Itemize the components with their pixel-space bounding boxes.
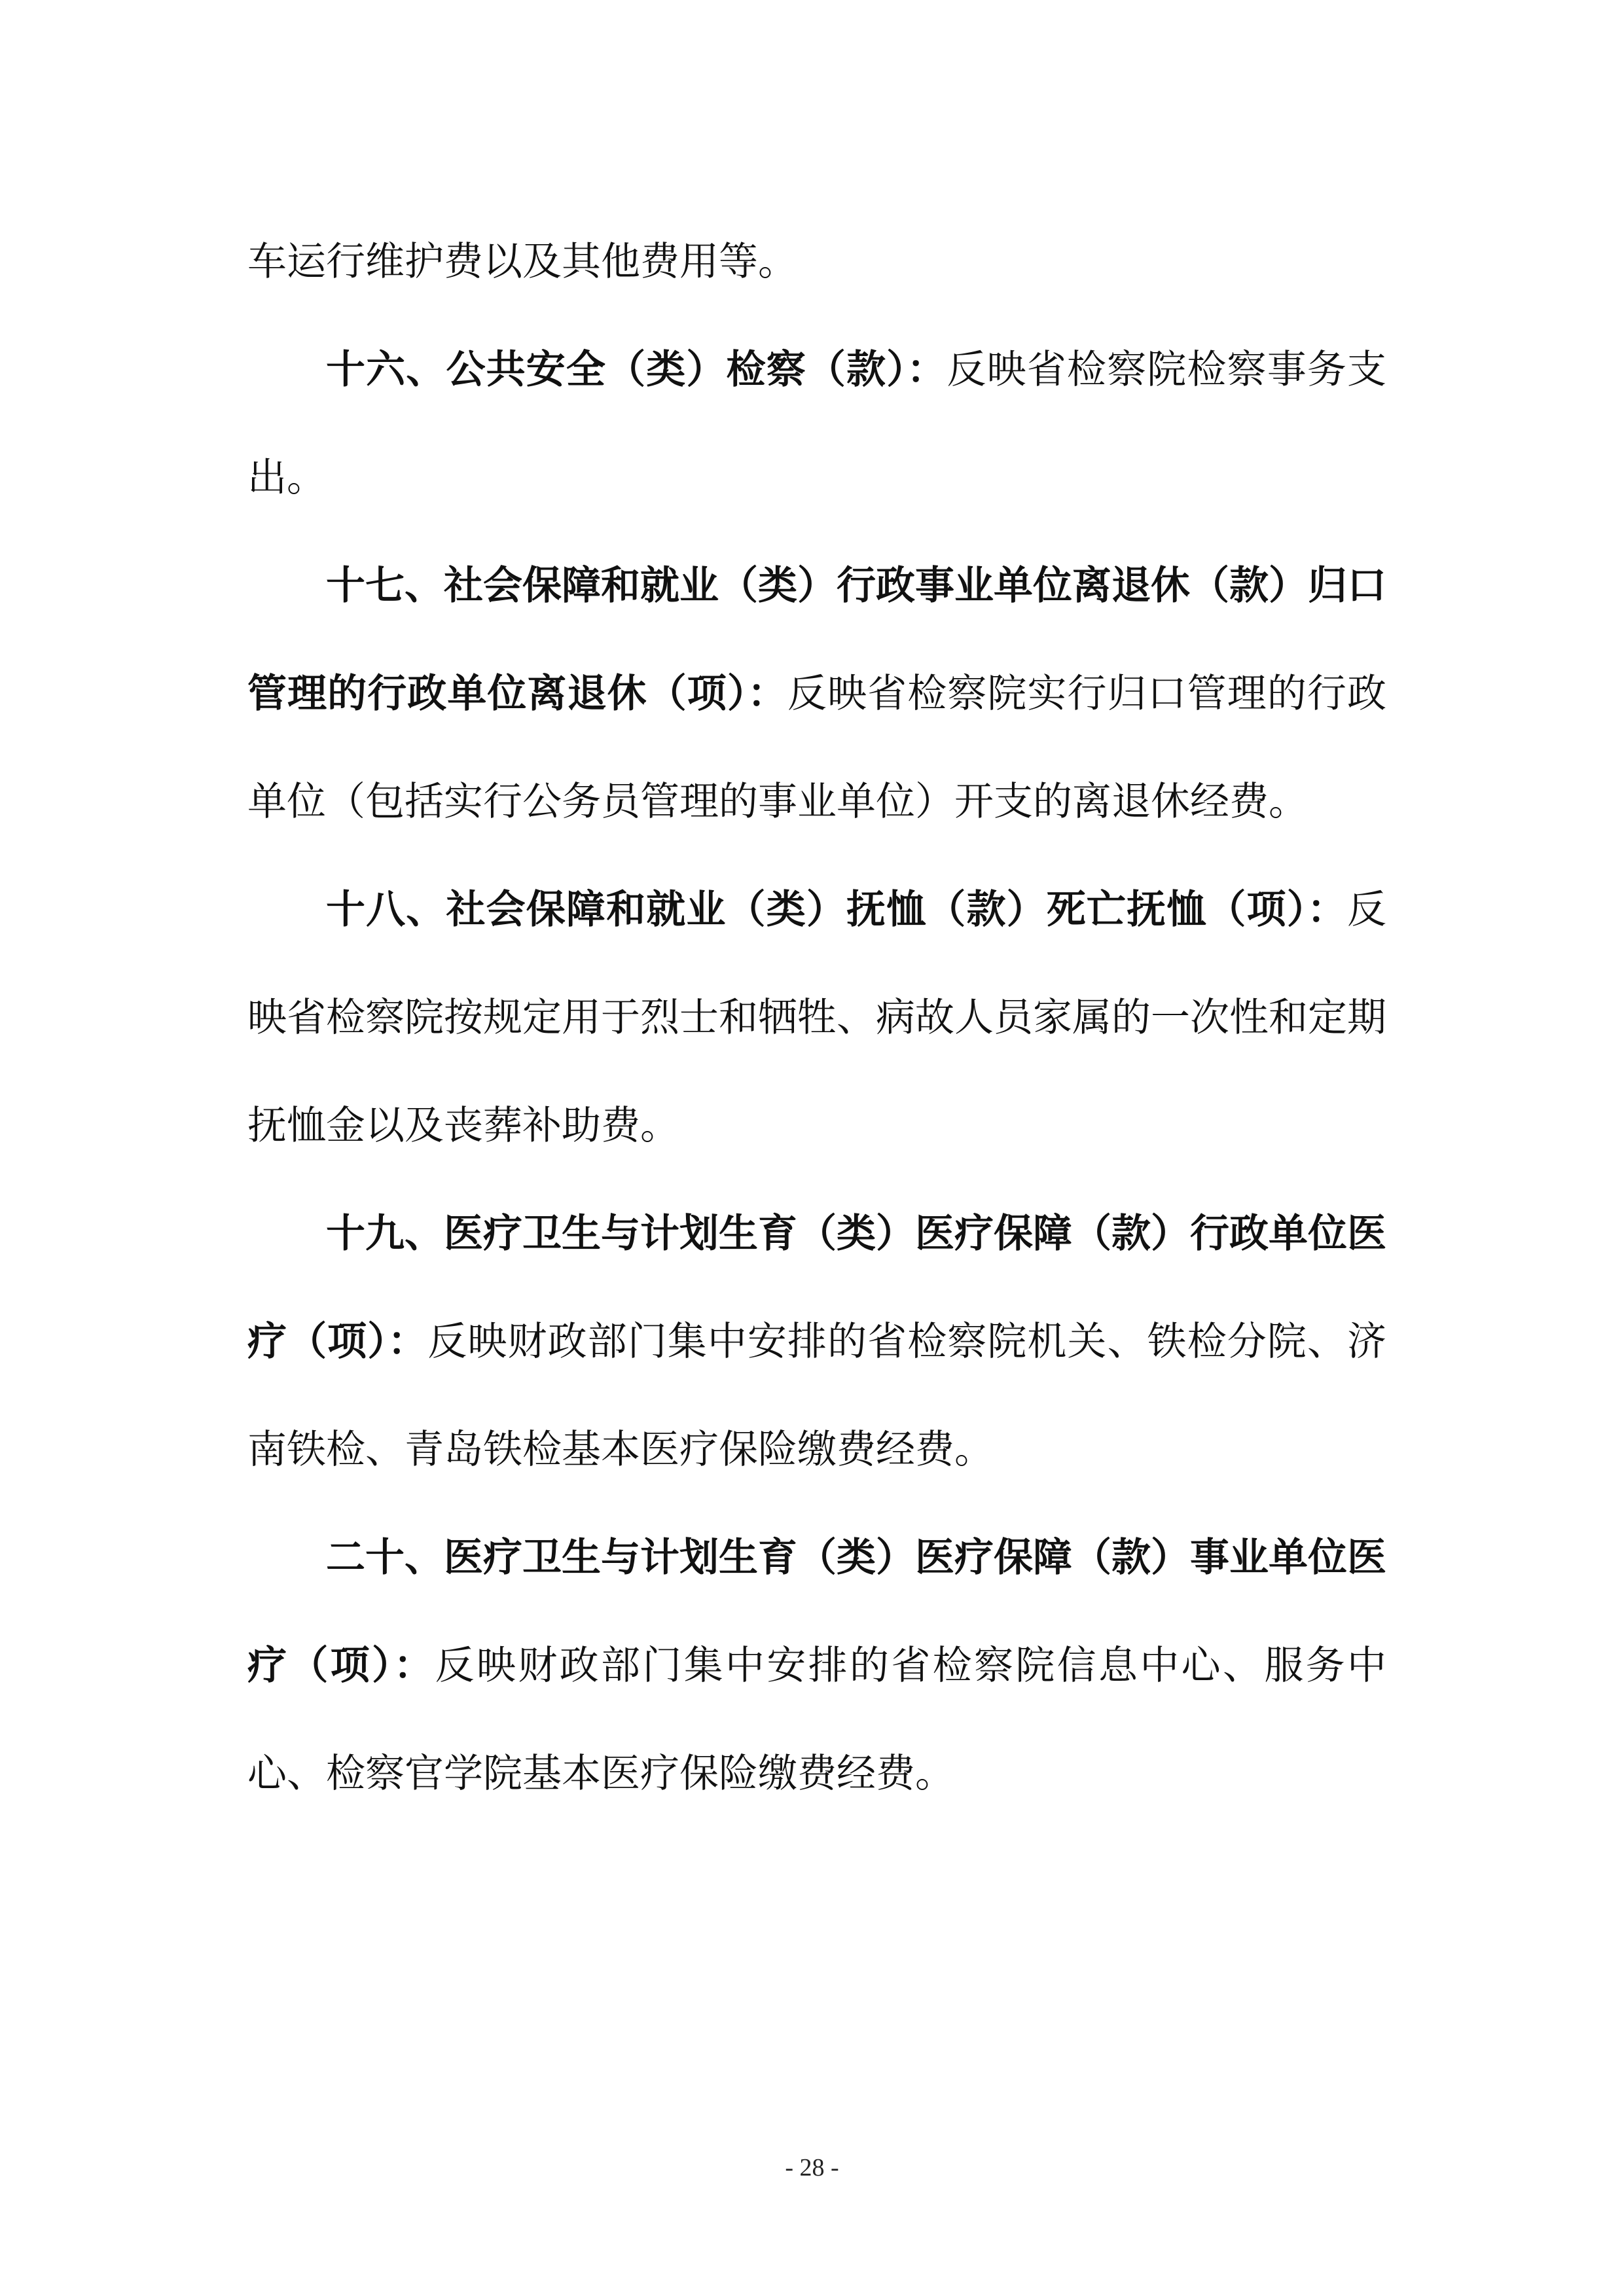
page-number: - 28 - bbox=[785, 2154, 839, 2181]
paragraph-heading: 十九、医疗卫生与计划生育（类）医疗保障（款）行政单位医疗（项）： bbox=[247, 1211, 1386, 1365]
paragraph-heading: 十七、社会保障和就业（类）行政事业单位离退休（款）归口管理的行政单位离退休（项）： bbox=[247, 563, 1386, 717]
paragraph-text: 反映财政部门集中安排的省检察院机关、铁检分院、济南铁检、青岛铁检基本医疗保险缴费经费。 bbox=[247, 1319, 1387, 1473]
paragraph-item-17 bbox=[247, 532, 1386, 856]
paragraph-text: 反映省检察院检察事务支出。 bbox=[247, 347, 1387, 501]
paragraph-heading: 二十、医疗卫生与计划生育（类）医疗保障（款）事业单位医疗（项）： bbox=[247, 1535, 1386, 1689]
paragraph-text: 反映财政部门集中安排的省检察院信息中心、服务中心、检察官学院基本医疗保险缴费经费。 bbox=[247, 1643, 1387, 1797]
paragraph-text: 反映省检察院按规定用于烈士和牺牲、病故人员家属的一次性和定期抚恤金以及丧葬补助费。 bbox=[247, 887, 1386, 1149]
paragraph-continuation bbox=[247, 208, 1386, 316]
paragraph-item-20 bbox=[247, 1504, 1386, 1828]
document-body bbox=[247, 208, 1386, 1828]
paragraph-heading: 十八、社会保障和就业（类）抚恤（款）死亡抚恤（项）： bbox=[326, 887, 1347, 933]
paragraph-text: 反映省检察院实行归口管理的行政单位（包括实行公务员管理的事业单位）开支的离退休经费。 bbox=[247, 671, 1386, 825]
paragraph-text: 车运行维护费以及其他费用等。 bbox=[247, 239, 797, 285]
paragraph-item-16 bbox=[247, 316, 1386, 532]
paragraph-item-18 bbox=[247, 856, 1386, 1180]
paragraph-heading: 十六、公共安全（类）检察（款）： bbox=[326, 347, 947, 393]
paragraph-item-19 bbox=[247, 1180, 1386, 1504]
